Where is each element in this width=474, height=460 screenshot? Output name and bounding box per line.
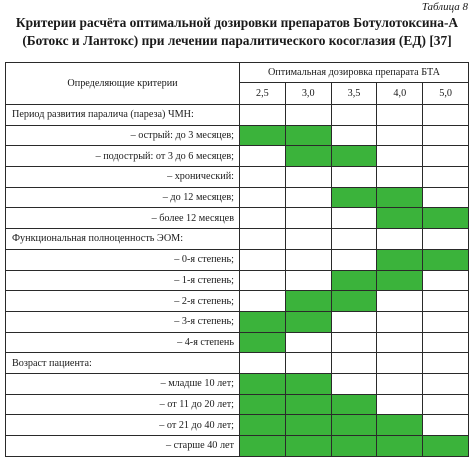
- dose-cell-empty: [240, 291, 286, 312]
- dose-cell-empty: [423, 187, 469, 208]
- dose-cell-filled: [285, 394, 331, 415]
- table-number-label: Таблица 8: [421, 1, 468, 13]
- table-row: [6, 125, 469, 146]
- criteria-label: – более 12 месяцев: [6, 208, 240, 229]
- table-body: [6, 105, 469, 457]
- dose-cell-empty: [377, 125, 423, 146]
- dose-cell-filled: [285, 373, 331, 394]
- dose-cell-empty: [331, 167, 377, 188]
- dose-cell-empty: [331, 249, 377, 270]
- dose-cell-empty: [423, 415, 469, 436]
- table-row: [6, 291, 469, 312]
- dose-value-header: 3,5: [331, 83, 377, 105]
- dose-cell-filled: [285, 146, 331, 167]
- dose-cell-empty: [240, 167, 286, 188]
- criteria-label: – от 11 до 20 лет;: [6, 394, 240, 415]
- dose-cell-empty: [423, 229, 469, 250]
- dose-cell-filled: [240, 125, 286, 146]
- dose-cell-empty: [285, 270, 331, 291]
- dose-cell-empty: [423, 332, 469, 353]
- dose-cell-filled: [331, 146, 377, 167]
- criteria-label: – острый: до 3 месяцев;: [6, 125, 240, 146]
- table-row: [6, 311, 469, 332]
- dose-cell-empty: [285, 105, 331, 126]
- dose-cell-empty: [240, 105, 286, 126]
- dose-cell-empty: [423, 146, 469, 167]
- dose-cell-empty: [331, 125, 377, 146]
- dose-cell-empty: [285, 208, 331, 229]
- dose-cell-empty: [285, 249, 331, 270]
- dose-cell-filled: [331, 270, 377, 291]
- dose-cell-empty: [331, 229, 377, 250]
- criteria-label: – 4-я степень: [6, 332, 240, 353]
- dose-cell-filled: [285, 415, 331, 436]
- criteria-label: – от 21 до 40 лет;: [6, 415, 240, 436]
- dose-cell-empty: [423, 311, 469, 332]
- dose-cell-empty: [331, 332, 377, 353]
- dose-cell-empty: [285, 167, 331, 188]
- dose-cell-filled: [423, 249, 469, 270]
- dose-cell-empty: [423, 373, 469, 394]
- dose-cell-empty: [423, 270, 469, 291]
- dose-cell-empty: [331, 353, 377, 374]
- dose-cell-empty: [331, 311, 377, 332]
- criteria-header: Определяющие критерии: [6, 63, 240, 105]
- table-row: [6, 436, 469, 457]
- table-group-row: [6, 229, 469, 250]
- dose-cell-empty: [240, 187, 286, 208]
- dose-cell-empty: [331, 373, 377, 394]
- criteria-group-label: Период развития паралича (пареза) ЧМН:: [6, 105, 240, 126]
- title-line-1: Критерии расчёта оптимальной дозировки препаратов Ботулотоксина-А: [15, 15, 459, 30]
- criteria-label: – 1-я степень;: [6, 270, 240, 291]
- dose-cell-filled: [423, 436, 469, 457]
- table-row: [6, 373, 469, 394]
- dose-cell-empty: [377, 394, 423, 415]
- dose-cell-filled: [285, 291, 331, 312]
- dosage-criteria-table: [5, 62, 469, 457]
- table-row: [6, 249, 469, 270]
- dose-cell-filled: [331, 291, 377, 312]
- table-row: [6, 146, 469, 167]
- dose-cell-empty: [377, 105, 423, 126]
- criteria-label: – старше 40 лет: [6, 436, 240, 457]
- dose-cell-empty: [240, 208, 286, 229]
- table-row: [6, 332, 469, 353]
- dose-cell-empty: [377, 229, 423, 250]
- dose-cell-empty: [240, 353, 286, 374]
- dose-cell-filled: [240, 436, 286, 457]
- dose-value-header: 5,0: [423, 83, 469, 105]
- criteria-label: – 0-я степень;: [6, 249, 240, 270]
- criteria-label: – 2-я степень;: [6, 291, 240, 312]
- dose-cell-empty: [423, 167, 469, 188]
- dose-cell-filled: [377, 249, 423, 270]
- criteria-label: – младше 10 лет;: [6, 373, 240, 394]
- dose-cell-empty: [240, 249, 286, 270]
- dose-cell-empty: [377, 353, 423, 374]
- table-row: [6, 415, 469, 436]
- dose-cell-empty: [377, 332, 423, 353]
- dose-cell-filled: [240, 394, 286, 415]
- table-row: [6, 187, 469, 208]
- criteria-label: – 3-я степень;: [6, 311, 240, 332]
- dose-cell-empty: [285, 353, 331, 374]
- table-title: [0, 14, 474, 50]
- dose-cell-filled: [331, 394, 377, 415]
- dose-cell-filled: [240, 415, 286, 436]
- dose-cell-empty: [240, 229, 286, 250]
- dose-cell-filled: [331, 187, 377, 208]
- dose-cell-filled: [240, 373, 286, 394]
- dose-cell-empty: [285, 229, 331, 250]
- dose-cell-filled: [377, 187, 423, 208]
- criteria-group-label: Возраст пациента:: [6, 353, 240, 374]
- dose-cell-empty: [331, 105, 377, 126]
- dose-cell-empty: [331, 208, 377, 229]
- table-row: [6, 270, 469, 291]
- dose-cell-empty: [240, 270, 286, 291]
- criteria-label: – хронический:: [6, 167, 240, 188]
- dose-value-header: 2,5: [240, 83, 286, 105]
- dose-cell-empty: [423, 105, 469, 126]
- dose-cell-empty: [285, 187, 331, 208]
- dose-cell-filled: [285, 436, 331, 457]
- dose-cell-empty: [377, 373, 423, 394]
- dose-cell-filled: [285, 311, 331, 332]
- dose-cell-filled: [240, 332, 286, 353]
- dose-cell-filled: [377, 208, 423, 229]
- table-group-row: [6, 353, 469, 374]
- dose-cell-filled: [331, 436, 377, 457]
- dose-cell-filled: [377, 270, 423, 291]
- dose-cell-filled: [240, 311, 286, 332]
- dose-cell-empty: [377, 146, 423, 167]
- title-line-2: (Ботокс и Лантокс) при лечении паралитического косоглазия (ЕД) [37]: [22, 33, 452, 48]
- dose-cell-empty: [285, 332, 331, 353]
- dose-value-header: 4,0: [377, 83, 423, 105]
- dose-cell-empty: [423, 394, 469, 415]
- dose-header: Оптимальная дозировка препарата БТА: [240, 63, 469, 83]
- dose-cell-filled: [377, 436, 423, 457]
- dose-cell-empty: [377, 311, 423, 332]
- dose-cell-filled: [331, 415, 377, 436]
- dose-cell-empty: [423, 353, 469, 374]
- table-row: [6, 208, 469, 229]
- dose-cell-filled: [423, 208, 469, 229]
- dose-cell-empty: [377, 291, 423, 312]
- criteria-label: – подострый: от 3 до 6 месяцев;: [6, 146, 240, 167]
- table-row: [6, 167, 469, 188]
- dose-cell-empty: [240, 146, 286, 167]
- dose-cell-empty: [423, 291, 469, 312]
- dose-cell-empty: [377, 167, 423, 188]
- criteria-label: – до 12 месяцев;: [6, 187, 240, 208]
- dose-cell-empty: [423, 125, 469, 146]
- dose-cell-filled: [285, 125, 331, 146]
- dose-value-header: 3,0: [285, 83, 331, 105]
- table-group-row: [6, 105, 469, 126]
- dose-cell-filled: [377, 415, 423, 436]
- criteria-group-label: Функциональная полноценность ЭОМ:: [6, 229, 240, 250]
- table-row: [6, 394, 469, 415]
